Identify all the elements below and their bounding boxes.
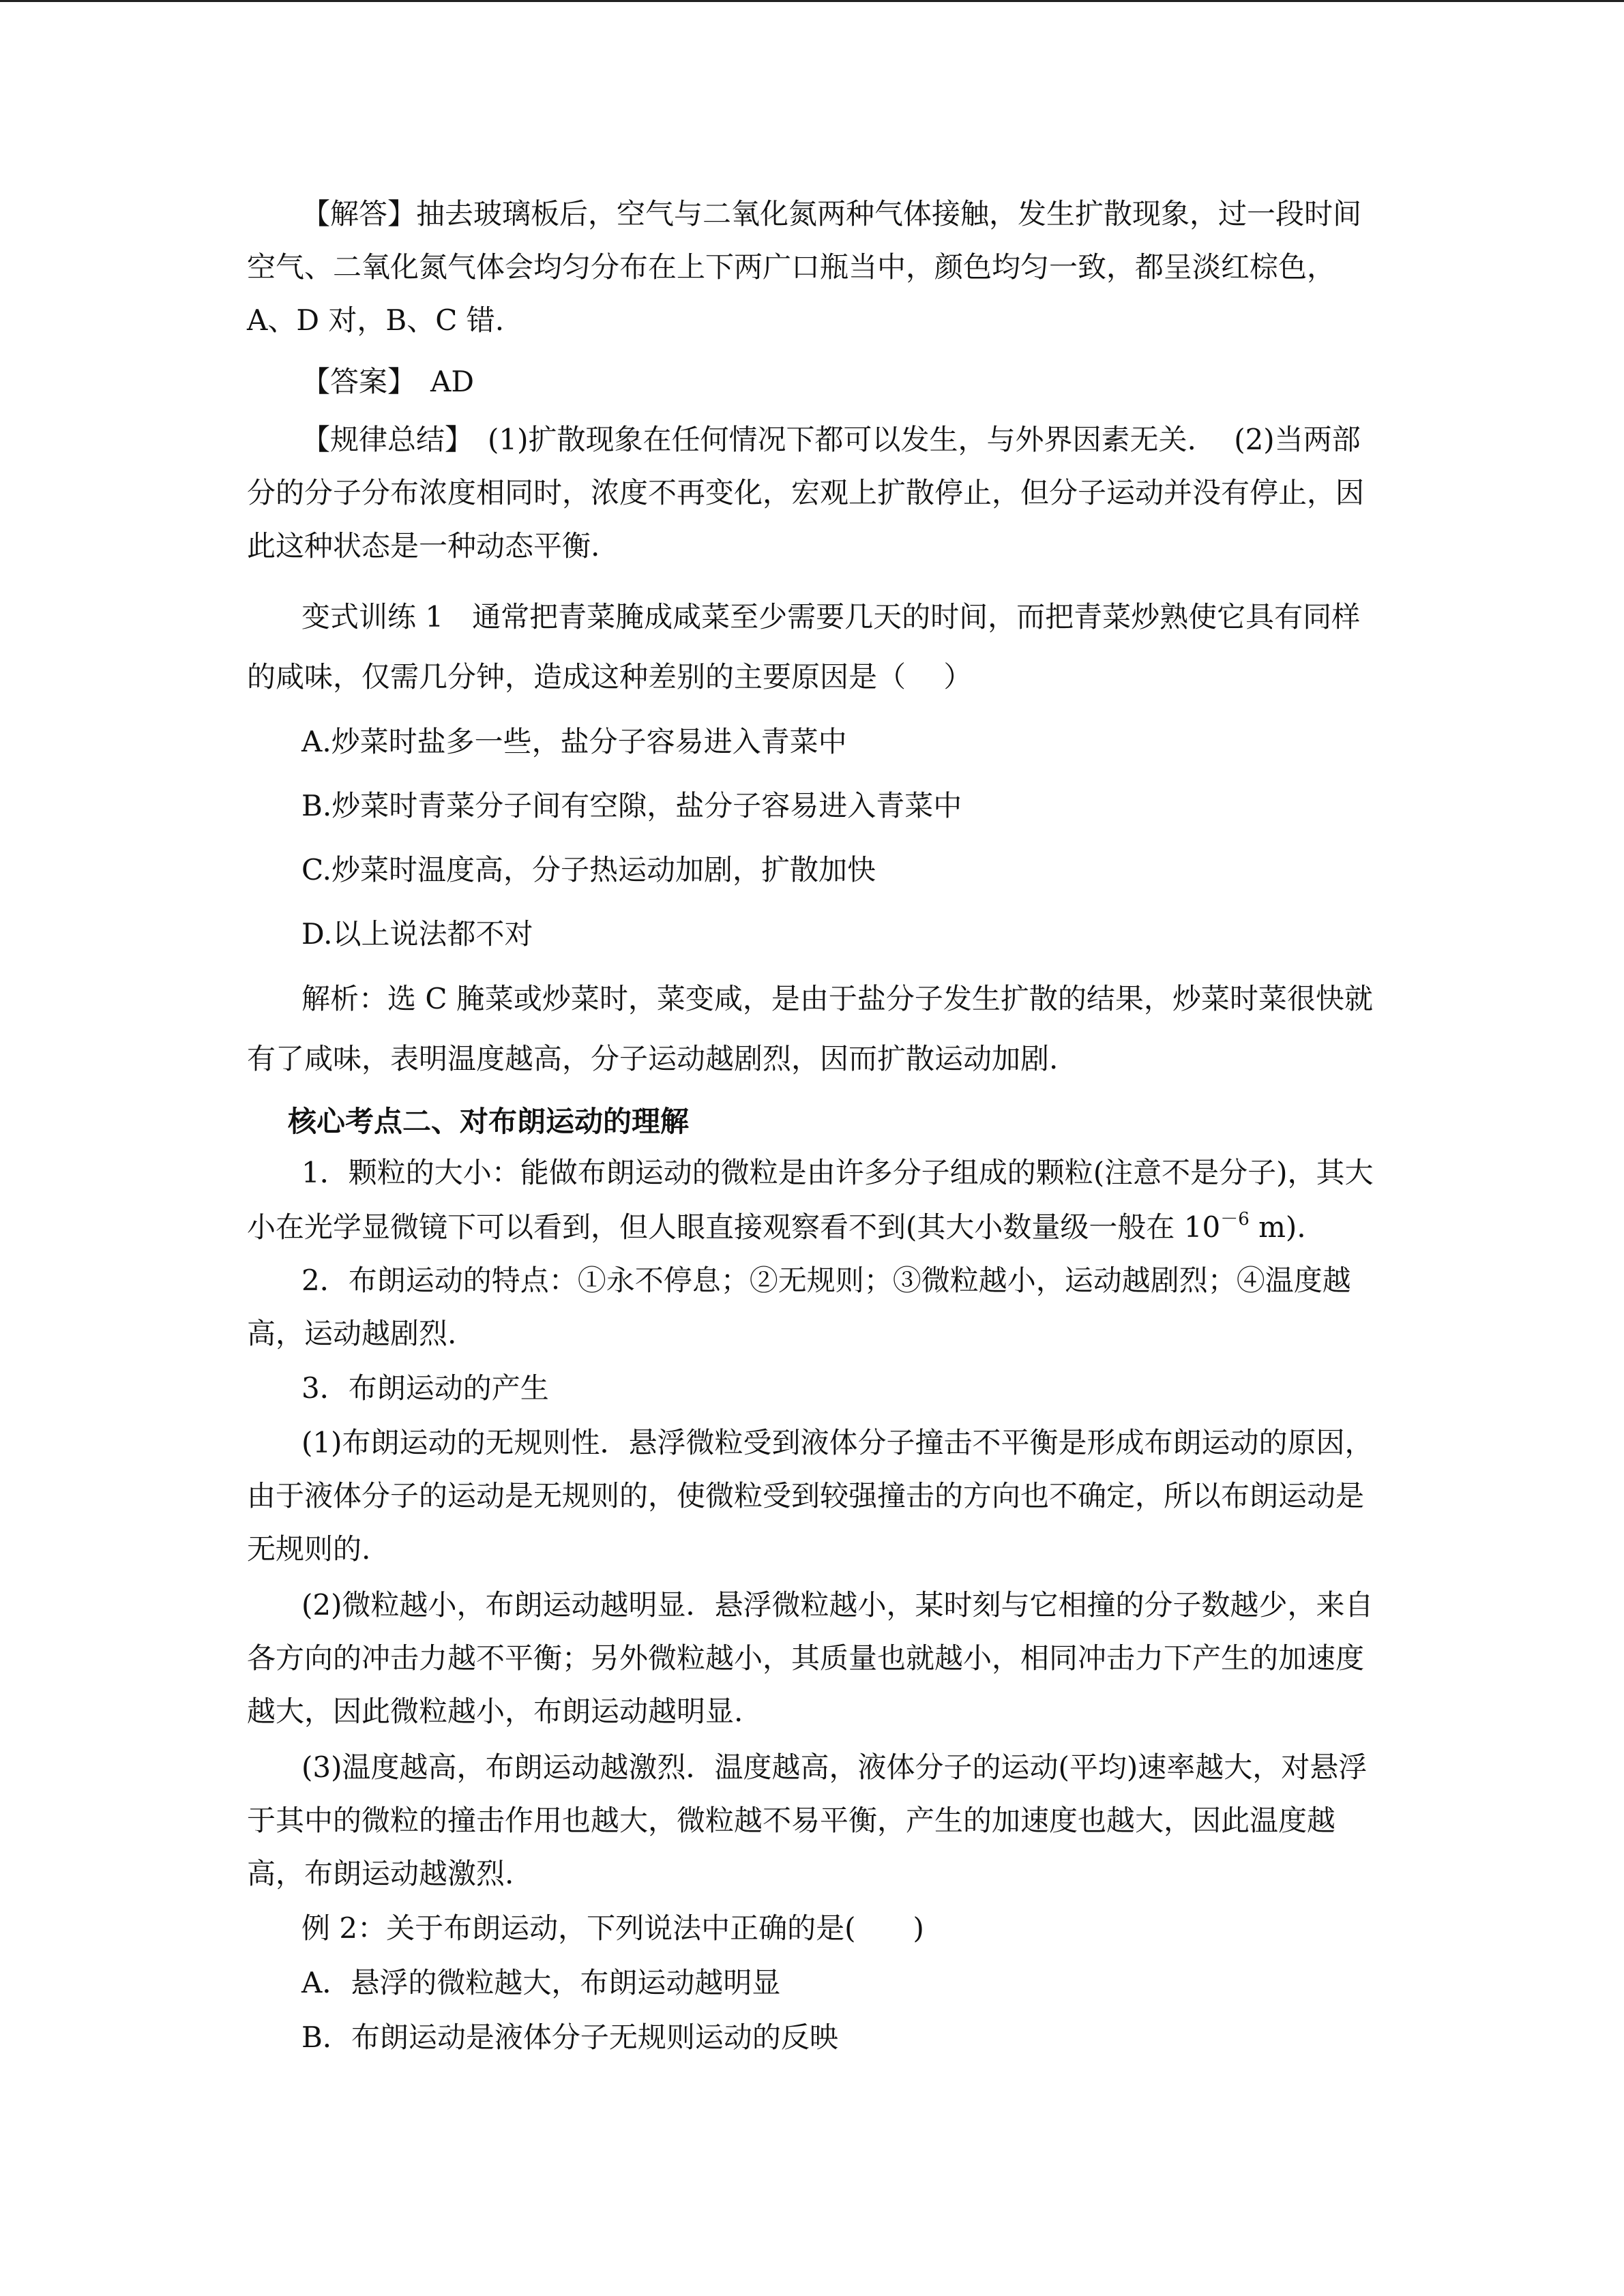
subpoint-3-line-2: 于其中的微粒的撞击作用也越大，微粒越不易平衡，产生的加速度也越大，因此温度越 [247,1804,1336,1837]
summary-line-3: 此这种状态是一种动态平衡. [247,529,600,563]
solution-line-2: 空气、二氧化氮气体会均匀分布在上下两广口瓶当中，颜色均匀一致，都呈淡红棕色， [247,250,1336,284]
variant-analysis-line-2: 有了咸味，表明温度越高，分子运动越剧烈，因而扩散运动加剧. [247,1042,1059,1075]
subpoint-2-line-2: 各方向的冲击力越不平衡；另外微粒越小，其质量也就越小，相同冲击力下产生的加速度 [247,1641,1365,1675]
subpoint-1-line-3: 无规则的. [247,1532,371,1566]
variant-option-d: D.以上说法都不对 [301,917,533,951]
subpoint-3-line-3: 高，布朗运动越激烈. [247,1857,514,1890]
summary-line-1: 【规律总结】 (1)扩散现象在任何情况下都可以发生，与外界因素无关. (2)当两部 [301,423,1361,456]
point-3-heading: 3．布朗运动的产生 [301,1371,549,1405]
point-1-line-2: 小在光学显微镜下可以看到，但人眼直接观察看不到(其大小数量级一般在 $10^{-6}$ m). [247,1209,1306,1244]
answer-line: 【答案】 AD [301,365,475,398]
variant-option-a: A.炒菜时盐多一些，盐分子容易进入青菜中 [301,725,847,758]
variant-question-line-1: 变式训练 1 通常把青菜腌成咸菜至少需要几天的时间，而把青菜炒熟使它具有同样 [301,600,1361,633]
point-1-line-1: 1．颗粒的大小：能做布朗运动的微粒是由许多分子组成的颗粒(注意不是分子)，其大 [301,1156,1374,1189]
example-option-b: B．布朗运动是液体分子无规则运动的反映 [301,2021,838,2054]
subpoint-1-line-2: 由于液体分子的运动是无规则的，使微粒受到较强撞击的方向也不确定，所以布朗运动是 [247,1479,1365,1512]
variant-option-b: B.炒菜时青菜分子间有空隙，盐分子容易进入青菜中 [301,789,962,822]
example-question: 例 2：关于布朗运动，下列说法中正确的是( ) [301,1911,924,1945]
point-2-line-1: 2．布朗运动的特点：①永不停息；②无规则；③微粒越小，运动越剧烈；④温度越 [301,1264,1351,1297]
point-2-line-2: 高，运动越剧烈. [247,1317,457,1350]
page-top-border [0,0,1624,2]
exponent: －6 [1220,1209,1250,1229]
solution-line-3: A、D 对，B、C 错. [247,303,505,337]
variant-question-line-2: 的咸味，仅需几分钟，造成这种差别的主要原因是（ ） [247,660,973,694]
subpoint-2-line-3: 越大，因此微粒越小，布朗运动越明显. [247,1695,743,1728]
variant-analysis-line-1: 解析：选 C 腌菜或炒菜时，菜变咸，是由于盐分子发生扩散的结果，炒菜时菜很快就 [301,982,1373,1015]
subpoint-3-line-1: (3)温度越高，布朗运动越激烈．温度越高，液体分子的运动(平均)速率越大，对悬浮 [301,1750,1368,1784]
variant-option-c: C.炒菜时温度高，分子热运动加剧，扩散加快 [301,853,876,886]
section-heading: 核心考点二、对布朗运动的理解 [288,1105,690,1138]
subpoint-2-line-1: (2)微粒越小，布朗运动越明显．悬浮微粒越小，某时刻与它相撞的分子数越少，来自 [301,1588,1374,1622]
solution-line-1: 【解答】抽去玻璃板后，空气与二氧化氮两种气体接触，发生扩散现象，过一段时间 [301,197,1362,230]
subpoint-1-line-1: (1)布朗运动的无规则性．悬浮微粒受到液体分子撞击不平衡是形成布朗运动的原因， [301,1426,1374,1459]
example-option-a: A．悬浮的微粒越大，布朗运动越明显 [301,1966,781,1999]
summary-line-2: 分的分子分布浓度相同时，浓度不再变化，宏观上扩散停止，但分子运动并没有停止，因 [247,476,1365,509]
